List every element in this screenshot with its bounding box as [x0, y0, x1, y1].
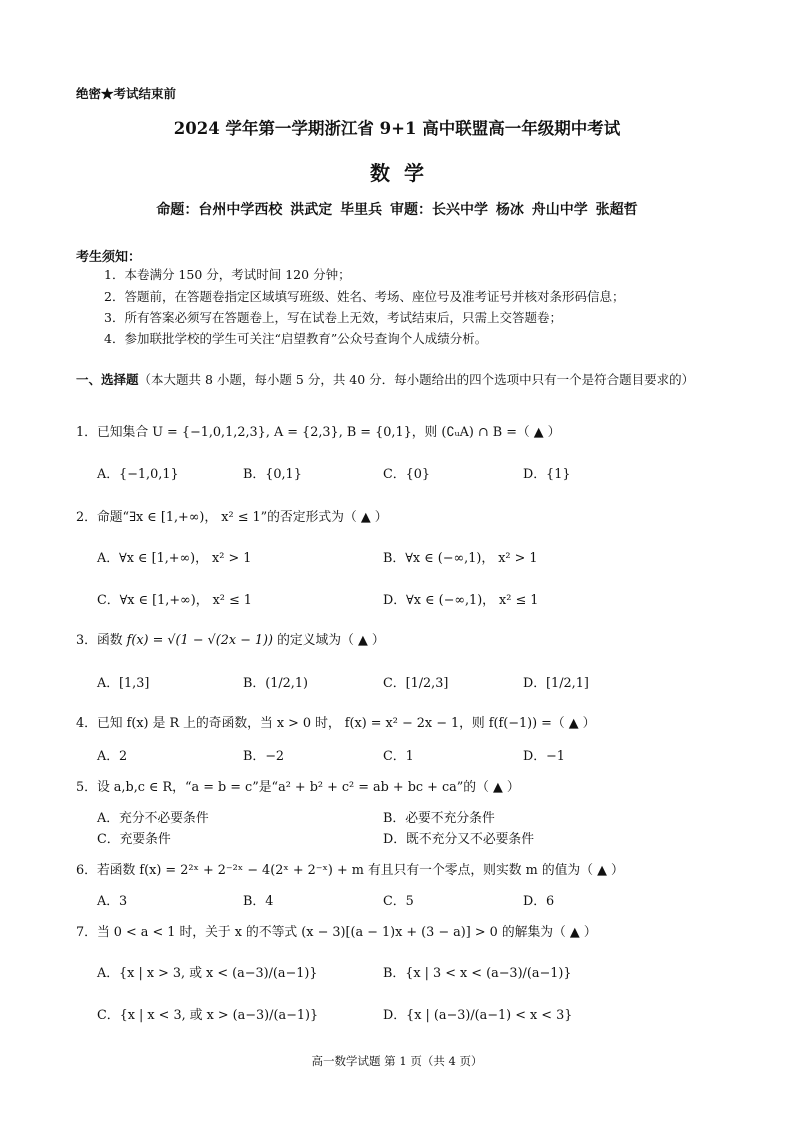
question-3-function: f(x) = √(1 − √(2x − 1))	[126, 633, 274, 648]
question-7-option-b: B．{x | 3 < x < (a−3)/(a−1)}	[383, 966, 572, 981]
question-6-option-b: B．4	[243, 894, 274, 909]
question-6-option-c: C．5	[383, 894, 414, 909]
question-2-option-a: A．∀x ∈ [1,+∞)， x² > 1	[97, 551, 252, 566]
notice-title: 考生须知：	[76, 250, 142, 265]
authors-line: 命题：台州中学西校 洪武定 毕里兵 审题：长兴中学 杨冰 舟山中学 张超哲	[156, 202, 638, 218]
question-5-option-d: D．既不充分又不必要条件	[383, 832, 535, 847]
notice-item: 3．所有答案必须写在答题卷上，写在试卷上无效，考试结束后，只需上交答题卷；	[104, 310, 562, 325]
question-6-stem: 6．若函数 f(x) = 2²ˣ + 2⁻²ˣ − 4(2ˣ + 2⁻ˣ) + m 有且只有一个零点，则实数 m 的值为（ ▲ ）	[76, 863, 624, 878]
notice-item: 2．答题前，在答题卷指定区域填写班级、姓名、考场、座位号及准考证号并核对条形码信息；	[104, 289, 625, 304]
question-6-option-d: D．6	[523, 894, 555, 909]
question-7-option-c: C．{x | x < 3, 或 x > (a−3)/(a−1)}	[97, 1008, 319, 1023]
question-1-option-d: D．{1}	[523, 467, 571, 482]
question-1-option-a: A．{−1,0,1}	[97, 467, 179, 482]
question-5-option-b: B．必要不充分条件	[383, 811, 495, 826]
question-4-option-a: A．2	[97, 749, 128, 764]
question-7-option-a: A．{x | x > 3, 或 x < (a−3)/(a−1)}	[97, 966, 318, 981]
question-3-suffix: 的定义域为（ ▲ ）	[273, 633, 385, 648]
question-3-stem	[76, 629, 385, 648]
question-2-option-c: C．∀x ∈ [1,+∞)， x² ≤ 1	[97, 593, 252, 608]
question-7-option-d: D．{x | (a−3)/(a−1) < x < 3}	[383, 1008, 573, 1023]
question-2-stem: 2．命题“∃x ∈ [1,+∞)， x² ≤ 1”的否定形式为（ ▲ ）	[76, 510, 388, 525]
question-5-option-a: A．充分不必要条件	[97, 811, 209, 826]
question-1-option-b: B．{0,1}	[243, 467, 302, 482]
question-4-option-d: D．−1	[523, 749, 565, 764]
question-4-option-c: C．1	[383, 749, 414, 764]
question-7-stem: 7．当 0 < a < 1 时，关于 x 的不等式 (x − 3)[(a − 1)x + (3 − a)] > 0 的解集为（ ▲ ）	[76, 925, 597, 940]
question-4-stem: 4．已知 f(x) 是 R 上的奇函数，当 x > 0 时， f(x) = x² − 2x − 1，则 f(f(−1)) =（ ▲ ）	[76, 716, 596, 731]
question-1-stem: 1．已知集合 U = {−1,0,1,2,3}, A = {2,3}, B = {0,1}，则 (∁ᵤA) ∩ B =（ ▲ ）	[76, 425, 561, 440]
section-description: （本大题共 8 小题，每小题 5 分，共 40 分．每小题给出的四个选项中只有一个是符合题目要求的）	[138, 372, 695, 387]
subject-title: 数学	[370, 161, 438, 185]
question-5-option-c: C．充要条件	[97, 832, 171, 847]
notice-item: 4．参加联批学校的学生可关注“启望教育”公众号查询个人成绩分析。	[104, 331, 488, 346]
question-3-option-b: B．(1/2,1)	[243, 676, 308, 691]
question-1-option-c: C．{0}	[383, 467, 431, 482]
section-heading	[76, 370, 736, 390]
question-5-stem: 5．设 a,b,c ∈ R，“a = b = c”是“a² + b² + c² = ab + bc + ca”的（ ▲ ）	[76, 780, 520, 795]
confidential-label: 绝密★考试结束前	[76, 86, 177, 101]
question-2-option-b: B．∀x ∈ (−∞,1)， x² > 1	[383, 551, 538, 566]
question-6-option-a: A．3	[97, 894, 128, 909]
section-title: 一、选择题	[76, 372, 139, 387]
question-3-prefix: 3．函数	[76, 633, 127, 648]
question-3-option-a: A．[1,3]	[97, 676, 150, 691]
question-3-option-d: D．[1/2,1]	[523, 676, 589, 691]
question-3-option-c: C．[1/2,3]	[383, 676, 449, 691]
notice-item: 1．本卷满分 150 分，考试时间 120 分钟；	[104, 267, 351, 282]
page-footer: 高一数学试题 第 1 页（共 4 页）	[311, 1054, 483, 1068]
exam-title: 2024 学年第一学期浙江省 9+1 高中联盟高一年级期中考试	[173, 119, 621, 138]
question-4-option-b: B．−2	[243, 749, 285, 764]
question-2-option-d: D．∀x ∈ (−∞,1)， x² ≤ 1	[383, 593, 539, 608]
